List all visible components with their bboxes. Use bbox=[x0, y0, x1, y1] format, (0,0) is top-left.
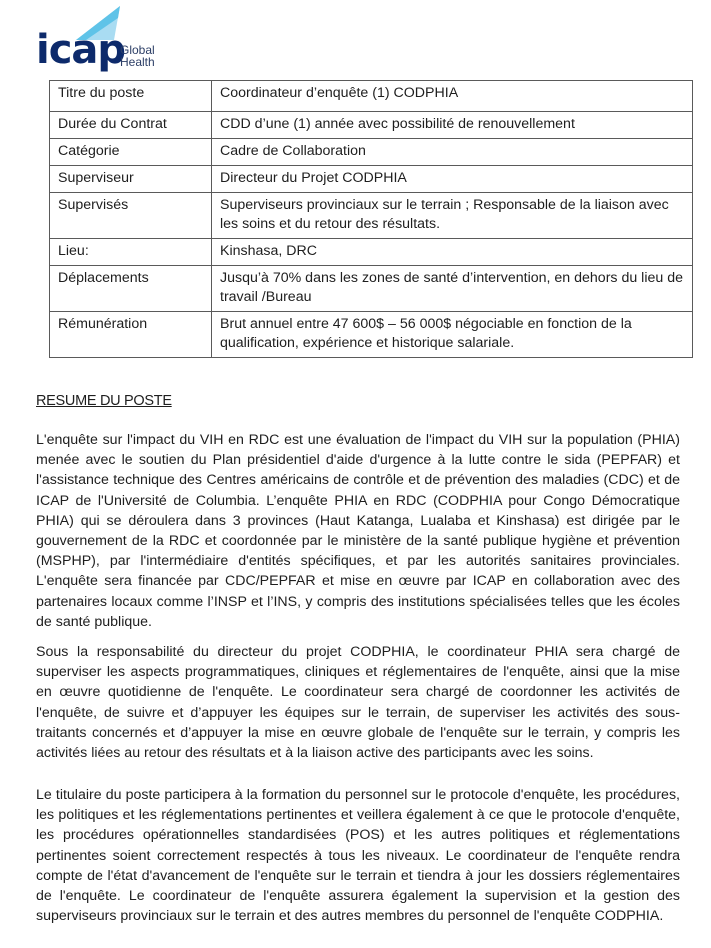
row-label: Durée du Contrat bbox=[50, 112, 212, 139]
row-label: Lieu: bbox=[50, 239, 212, 266]
logo-sub-health: Health bbox=[120, 55, 155, 69]
row-label: Titre du poste bbox=[50, 81, 212, 112]
table-row bbox=[50, 266, 693, 312]
row-label: Supervisés bbox=[50, 193, 212, 239]
table-row bbox=[50, 312, 693, 358]
row-value: Kinshasa, DRC bbox=[212, 239, 693, 266]
table-row bbox=[50, 81, 693, 112]
logo-sub-global: Global bbox=[120, 43, 155, 57]
row-label: Catégorie bbox=[50, 139, 212, 166]
row-label: Rémunération bbox=[50, 312, 212, 358]
logo-wordmark: icap bbox=[36, 27, 126, 73]
row-value: Directeur du Projet CODPHIA bbox=[212, 166, 693, 193]
row-label: Déplacements bbox=[50, 266, 212, 312]
icap-logo bbox=[36, 4, 166, 76]
table-row bbox=[50, 239, 693, 266]
logo-subtitle bbox=[120, 44, 155, 68]
table-row bbox=[50, 166, 693, 193]
table-row bbox=[50, 193, 693, 239]
summary-paragraph: L'enquête sur l'impact du VIH en RDC est une évaluation de l'impact du VIH sur la population (PHIA) menée avec le soutien du Plan présidentiel d'aide d'urgence à la lutte contre le sida (PEPFAR) et l'assistance technique des Centres américains de contrôle et de prévention des maladies (CDC) et de ICAP de l'Université de Columbia. L’enquête PHIA en RDC (CODPHIA pour Congo Démocratique PHIA) qui se déroulera dans 3 provinces (Haut Katanga, Lualaba et Kinshasa) est dirigée par le gouvernement de la RDC et coordonnée par le ministère de la santé publique hygiène et prévention (MSPHP), par l'intermédiaire d'entités spécifiques, et par les autorités sanitaires provinciales. L'enquête sera financée par CDC/PEPFAR et mise en œuvre par ICAP en collaboration avec des partenaires locaux comme l’INSP et l’INS, y compris des institutions spécialisées telles que les écoles de santé publique. bbox=[36, 432, 680, 630]
row-label: Superviseur bbox=[50, 166, 212, 193]
summary-paragraph: Le titulaire du poste participera à la formation du personnel sur le protocole d'enquête, les procédures, les politiques et les réglementations pertinentes et veillera également à ce que le protocole d'enquête, les procédures opérationnelles standardisées (POS) et les autres politiques et réglementations pertinentes soient correctement respectés à tous les niveaux. Le coordinateur de l'enquête rendra compte de l'état d'avancement de l'enquête sur le terrain et tiendra à jour les dossiers réglementaires de l'enquête. Le coordinateur de l'enquête assurera également la supervision et la gestion des superviseurs provinciaux sur le terrain et des autres membres du personnel de l'enquête CODPHIA. bbox=[36, 787, 680, 925]
table-row bbox=[50, 139, 693, 166]
summary-paragraph: Sous la responsabilité du directeur du projet CODPHIA, le coordinateur PHIA sera chargé de superviser les aspects programmatiques, cliniques et réglementaires de l'enquête, ainsi que la mise en œuvre quotidienne de l'enquête. Le coordinateur sera chargé de coordonner les activités de l'enquête, de suivre et d’appuyer les équipes sur le terrain, de superviser les activités des sous-traitants concernés et d’appuyer la mise en œuvre globale de l'enquête sur le terrain, y compris les activités liées au retour des résultats et à la liaison active des participants avec les soins. bbox=[36, 644, 680, 762]
job-info-table bbox=[49, 80, 693, 358]
row-value: Jusqu’à 70% dans les zones de santé d’intervention, en dehors du lieu de travail /Bureau bbox=[212, 266, 693, 312]
row-value: Coordinateur d’enquête (1) CODPHIA bbox=[212, 81, 693, 112]
row-value: Superviseurs provinciaux sur le terrain ; Responsable de la liaison avec les soins et du retour des résultats. bbox=[212, 193, 693, 239]
row-value: Cadre de Collaboration bbox=[212, 139, 693, 166]
section-title: RESUME DU POSTE bbox=[36, 393, 172, 409]
row-value: Brut annuel entre 47 600$ – 56 000$ négociable en fonction de la qualification, expérience et historique salariale. bbox=[212, 312, 693, 358]
row-value: CDD d’une (1) année avec possibilité de renouvellement bbox=[212, 112, 693, 139]
table-row bbox=[50, 112, 693, 139]
